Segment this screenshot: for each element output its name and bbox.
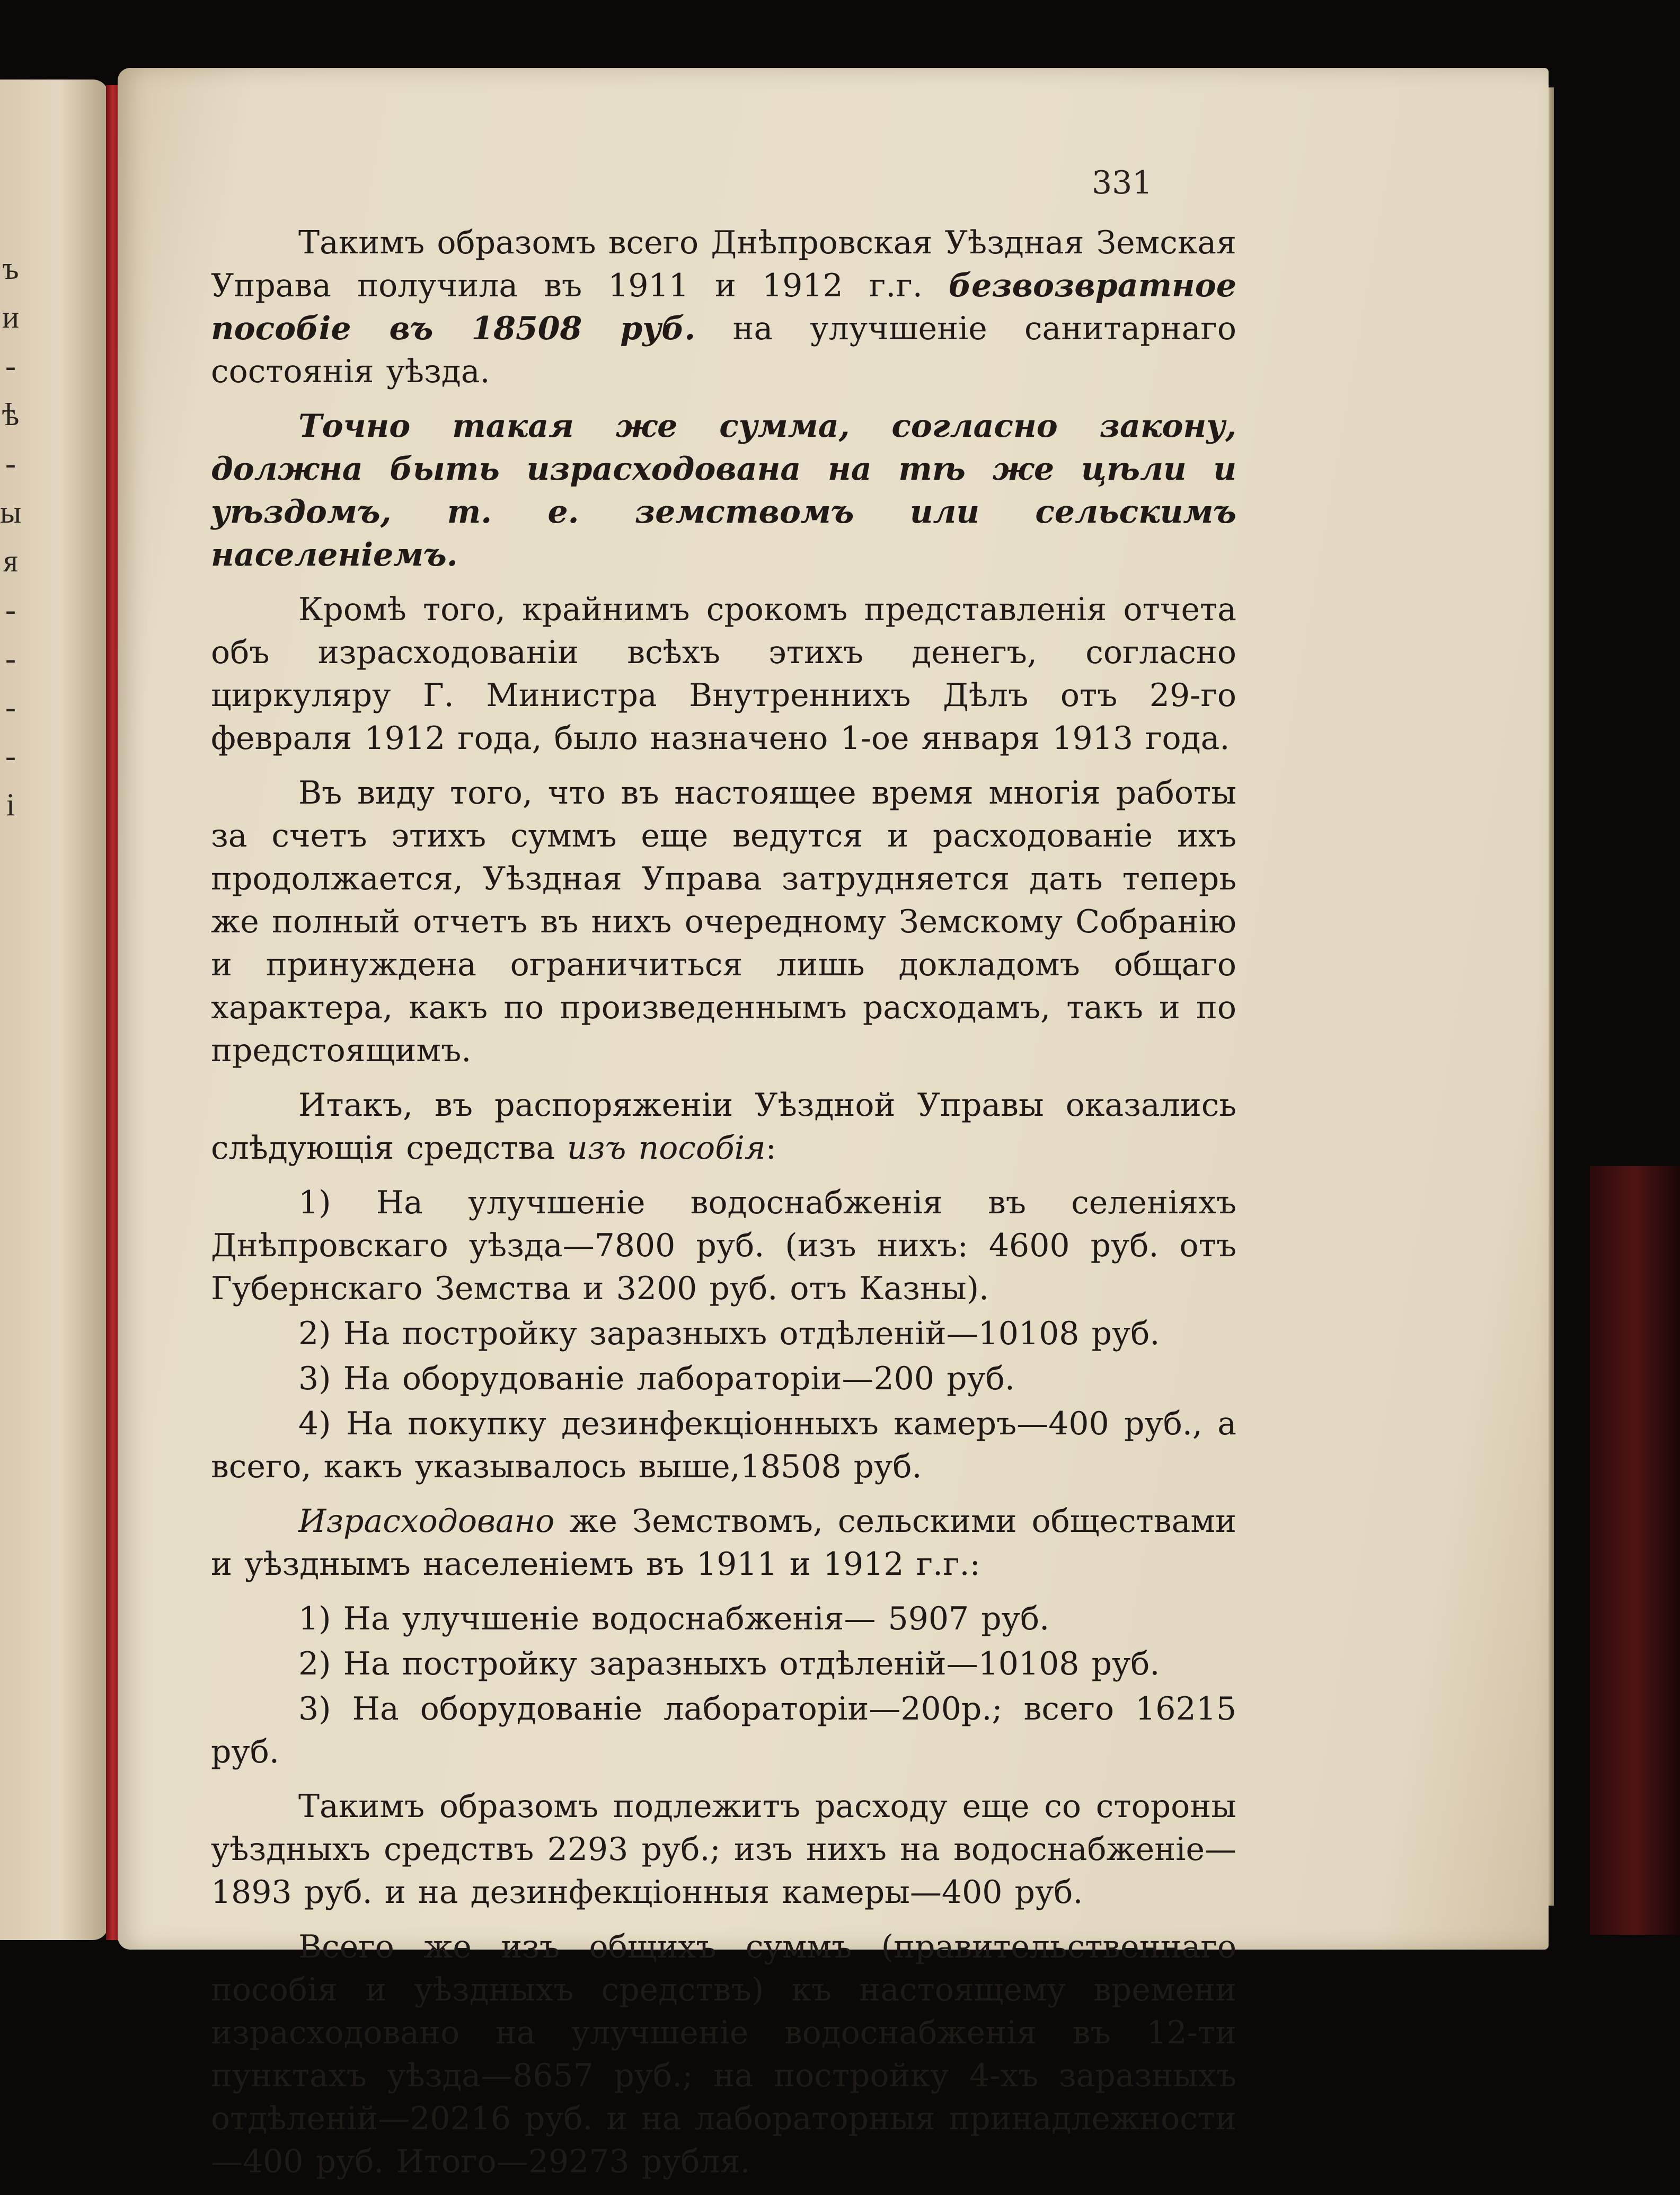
text-segment: Въ виду того, что въ настоящее время многія работы за счетъ этихъ суммъ еще ведутся и расходованіе ихъ продолжается, Уѣздная Управа затрудняется дать теперь же полный отчетъ въ нихъ очередному Земскому Собранію и принуждена ограничиться лишь докладомъ общаго характера, какъ по произведеннымъ расходамъ, такъ и по предстоящимъ. [211,774,1236,1069]
text-segment: безвозвратное пособіе въ 18508 руб. [211,267,1236,347]
list-item-l2 [211,1312,1236,1355]
list-item-l7 [211,1688,1236,1774]
text-segment: же Земствомъ, сельскими обществами и уѣзднымъ населеніемъ въ 1911 и 1912 г.г.: [211,1503,1236,1583]
text-segment: 2) На постройку заразныхъ отдѣленій—10108 руб. [298,1315,1160,1352]
previous-page-letter: - [5,641,16,676]
text-segment: 2) На постройку заразныхъ отдѣленій—10108 руб. [298,1645,1160,1682]
paragraph-p6 [211,1500,1236,1586]
list-item-l1 [211,1182,1236,1310]
previous-page-letter: и [2,299,20,334]
previous-page-letter: я [3,543,18,578]
paragraph-p1 [211,222,1236,393]
paragraph-p4 [211,772,1236,1072]
previous-page-letter: - [5,738,16,773]
text-segment: изъ пособія [567,1130,766,1167]
text-segment: Итакъ, въ распоряженіи Уѣздной Управы оказались слѣдующія средства [211,1087,1236,1167]
text-segment: 4) На покупку дезинфекціонныхъ камеръ—400 руб., а всего, какъ указывалось выше,18508 руб. [211,1405,1236,1485]
paragraph-p7 [211,1785,1236,1914]
text-segment: 1) На улучшеніе водоснабженія— 5907 руб. [298,1600,1050,1637]
text-segment: Кромѣ того, крайнимъ срокомъ представленія отчета объ израсходованіи всѣхъ этихъ денегъ, согласно циркуляру Г. Министра Внутреннихъ Дѣлъ отъ 29-го февраля 1912 года, было назначено 1-ое января 1913 года. [211,591,1236,757]
list-item-l6 [211,1643,1236,1686]
book-spine-edge [1590,1166,1680,1935]
text-segment: 1) На улучшеніе водоснабженія въ селеніяхъ Днѣпровскаго уѣзда—7800 руб. (изъ нихъ: 4600 руб. отъ Губернскаго Земства и 3200 руб. отъ Казны). [211,1184,1236,1307]
previous-page-letter: - [5,348,16,383]
text-segment: : [765,1130,776,1167]
previous-page-letter: - [5,446,16,481]
paragraph-p3 [211,588,1236,760]
paragraph-p8 [211,1926,1236,2183]
text-segment: Точно такая же сумма, согласно закону, должна быть израсходована на тѣ же цѣли и уѣздомъ, т. е. земствомъ или сельскимъ населеніемъ. [211,408,1236,574]
previous-page-letter: і [6,787,15,822]
text-segment: Такимъ образомъ всего Днѣпровская Уѣздная Земская Управа получила въ 1911 и 1912 г.г. [211,224,1236,304]
page-body-text [211,222,1236,2195]
paragraph-p2 [211,405,1236,577]
page-number: 331 [1092,164,1153,201]
text-segment: Такимъ образомъ подлежитъ расходу еще со стороны уѣздныхъ средствъ 2293 руб.; изъ нихъ на водоснабженіе—1893 руб. и на дезинфекціонныя камеры—400 руб. [211,1788,1236,1911]
previous-page-letter: ѣ [2,397,20,432]
text-segment: Израсходовано [298,1503,555,1540]
previous-page-letter: - [5,592,16,627]
text-segment: Всего же изъ общихъ суммъ (правительственнаго пособія и уѣздныхъ средствъ) къ настоящему времени израсходовано на улучшеніе водоснабженія въ 12-ти пунктахъ уѣзда—8657 руб.; на постройку 4-хъ заразныхъ отдѣленій—20216 руб. и на лабораторныя принадлежности—400 руб. Итого—29273 рубля. [211,1928,1236,2180]
paragraph-p5 [211,1084,1236,1170]
list-item-l3 [211,1357,1236,1400]
text-segment: на улучшеніе санитарнаго состоянія уѣзда. [211,310,1236,390]
text-segment: 3) На оборудованіе лабораторіи—200р.; всего 16215 руб. [211,1690,1236,1770]
previous-page-letter: - [5,690,16,725]
list-item-l5 [211,1598,1236,1641]
text-segment: 3) На оборудованіе лабораторіи—200 руб. [298,1360,1015,1397]
previous-page-letter: ъ [2,251,19,286]
previous-page-letter: ы [0,495,22,530]
list-item-l4 [211,1403,1236,1488]
previous-page-line-endings [0,244,21,829]
